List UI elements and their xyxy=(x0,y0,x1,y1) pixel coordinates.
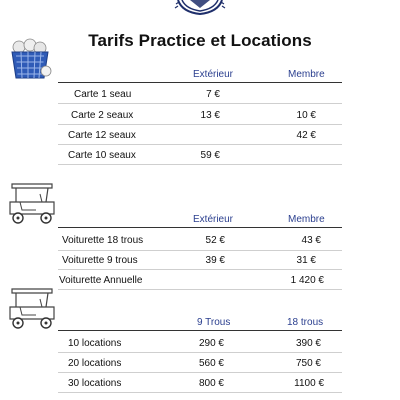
row-label: 10 locations xyxy=(68,338,122,349)
price-membre: 1 420 € xyxy=(290,275,324,286)
row-label: Carte 2 seaux xyxy=(71,110,134,121)
row-separator xyxy=(58,164,342,165)
row-label: Voiturette Annuelle xyxy=(59,275,143,286)
header-rule xyxy=(58,82,342,83)
price-exterieur: 52 € xyxy=(205,235,225,246)
row-separator xyxy=(58,144,342,145)
price-membre: 10 € xyxy=(296,110,316,121)
row-label: Carte 12 seaux xyxy=(68,130,136,141)
price-9-trous: 800 € xyxy=(198,378,224,389)
row-label: Carte 1 seau xyxy=(74,89,132,100)
price-exterieur: 39 € xyxy=(205,255,225,266)
column-header-18-trous: 18 trous xyxy=(287,317,324,328)
row-separator xyxy=(58,289,342,290)
price-9-trous: 560 € xyxy=(198,358,224,369)
golf-cart-icon xyxy=(6,180,58,233)
club-crest-logo xyxy=(170,0,230,16)
price-18-trous: 1100 € xyxy=(294,378,324,389)
price-exterieur: 13 € xyxy=(200,110,220,121)
row-separator xyxy=(58,352,342,353)
row-label: Voiturette 18 trous xyxy=(62,235,144,246)
price-9-trous: 290 € xyxy=(198,338,224,349)
column-header-membre: Membre xyxy=(288,214,325,225)
price-membre: 43 € xyxy=(301,235,321,246)
page-title: Tarifs Practice et Locations xyxy=(88,31,312,50)
golf-ball-bucket-icon xyxy=(6,38,54,87)
price-membre: 42 € xyxy=(296,130,316,141)
price-exterieur: 59 € xyxy=(200,150,220,161)
row-label: Voiturette 9 trous xyxy=(62,255,138,266)
row-separator xyxy=(58,250,342,251)
price-18-trous: 750 € xyxy=(295,358,321,369)
row-separator xyxy=(58,392,342,393)
price-exterieur: 7 € xyxy=(206,89,220,100)
price-membre: 31 € xyxy=(296,255,316,266)
row-label: 30 locations xyxy=(68,378,122,389)
column-header-exterieur: Extérieur xyxy=(193,214,234,225)
row-label: 20 locations xyxy=(68,358,122,369)
header-rule xyxy=(58,227,342,228)
row-label: Carte 10 seaux xyxy=(68,150,136,161)
golf-cart-icon xyxy=(6,285,58,338)
price-18-trous: 390 € xyxy=(295,338,321,349)
header-rule xyxy=(58,330,342,331)
column-header-membre: Membre xyxy=(288,69,325,80)
row-separator xyxy=(58,103,342,104)
column-header-exterieur: Extérieur xyxy=(193,69,234,80)
row-separator xyxy=(58,269,342,270)
column-header-9-trous: 9 Trous xyxy=(197,317,231,328)
row-separator xyxy=(58,372,342,373)
row-separator xyxy=(58,124,342,125)
